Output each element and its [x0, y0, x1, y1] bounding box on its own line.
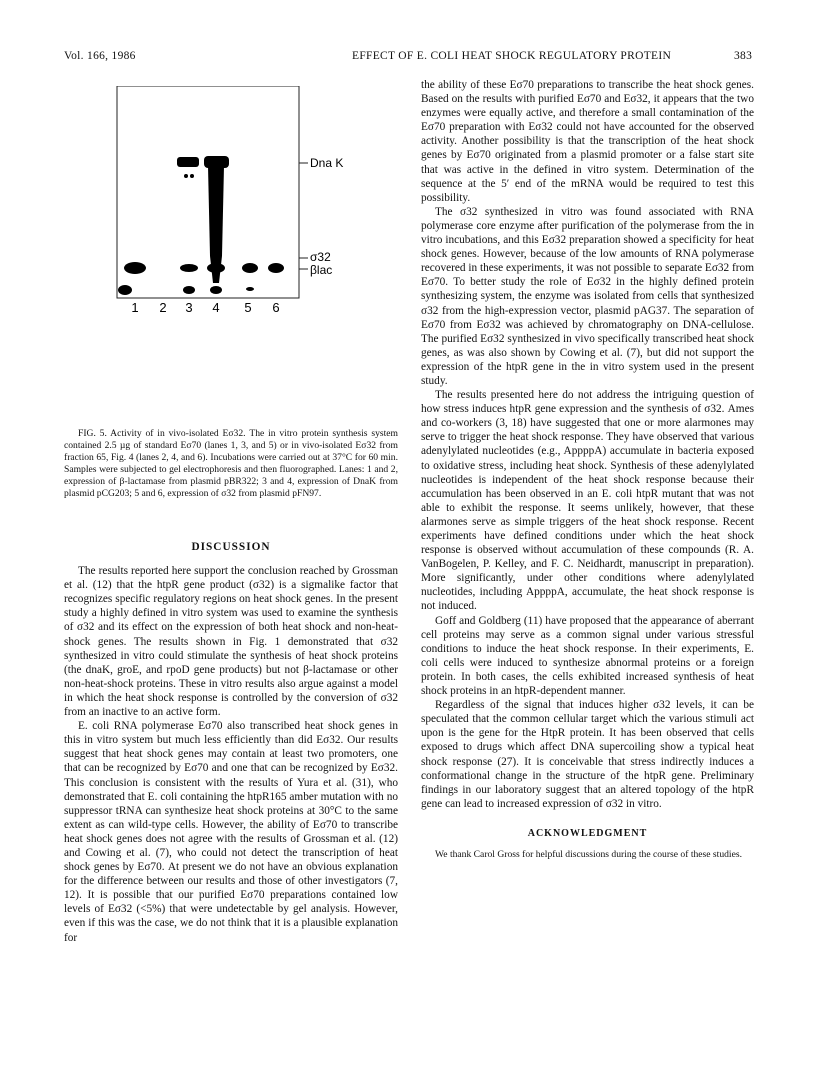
figure-caption	[64, 428, 398, 499]
left-paragraph-1: The results reported here support the conclusion reached by Grossman et al. (12) that the htpR gene product (σ32) is a sigmalike factor that recognizes specific regulatory regions on heat shock genes. In the present study a highly defined in vitro system was used to examine the synthesis of σ32 and its effect on the expression of both heat shock and non-heat-shock genes. The results shown in Fig. 1 demonstrated that σ32 synthesized in vitro could stimulate the synthesis of heat shock proteins (the dnaK, groE, and rpoD gene products) but not β-lactamase or other non-heat-shock proteins. These in vitro results also argue against a model in which the heat shock response is controlled by the conversion of σ32 from an inactive to an active form.	[64, 565, 398, 719]
lane-label-1: 1	[131, 300, 139, 315]
left-column	[64, 540, 398, 945]
lane-label-6: 6	[272, 300, 280, 315]
right-paragraph-1: the ability of these Eσ70 preparations to transcribe the heat shock genes. Based on the results with purified Eσ70 and Eσ32, it appears that the two enzymes were equally active, and therefore a small contamination of the Eσ70 preparation with Eσ32 could not have accounted for the observed activity. Another possibility is that the transcription of the heat shock genes by Eσ70 originated from a plasmid promoter or a false start site that was active in the defined in vitro system. Determination of the sequence at the 5′ end of the mRNA would be required to test this possibility.	[421, 79, 754, 204]
page-number: 383	[734, 50, 753, 62]
right-paragraph-5: Regardless of the signal that induces higher σ32 levels, it can be speculated that the common cellular target which the various stimuli act upon is the gene for the HtpR protein. It has been observed that cells exposed to drugs which affect DNA supercoiling show a typical heat shock response (27). It is conceivable that stress indirectly induces a conformational change in the structure of the htpR gene. Preliminary findings in our laboratory suggest that an altered topology of the htpR gene can lead to increased expression of σ32 in vitro.	[421, 699, 754, 810]
label-sigma32: σ32	[310, 250, 331, 264]
running-head-volume: Vol. 166, 1986	[64, 50, 136, 62]
lane-label-4: 4	[212, 300, 220, 315]
left-paragraph-2: E. coli RNA polymerase Eσ70 also transcribed heat shock genes in this in vitro system but much less efficiently than did Eσ32. Our results suggest that heat shock genes may contain at least two promoters, one that can be recognized by Eσ70 and one that can be recognized by Eσ32. This conclusion is consistent with the results of Yura et al. (31), who demonstrated that E. coli containing the htpR165 amber mutation with no suppressor tRNA can synthesize heat shock proteins at 30°C to the same extent as can wild-type cells. However, the ability of Eσ70 to transcribe heat shock genes does not agree with the results of Grossman et al. (12) and Cowing et al. (7), who could not detect the transcription of heat shock genes by Eσ70. At present we do not have an obvious explanation for the difference between our results and those of other investigators (7, 12). It is possible that our purified Eσ70 preparations contained low levels of Eσ32 (<5%) that were undetectable by gel analysis. However, even if this was the case, we do not think that it is a plausible explanation for	[64, 720, 398, 944]
lane-label-2: 2	[159, 300, 167, 315]
caption-text: FIG. 5. Activity of in vivo-isolated Eσ32. The in vitro protein synthesis system contained 2.5 µg of standard Eσ70 (lanes 1, 3, and 5) or in vivo-isolated Eσ32 from fraction 65, Fig. 4 (lanes 2, 4, and 6). Incubations were carried out at 37°C for 60 min. Samples were subjected to gel electrophoresis and then fluorographed. Lanes: 1 and 2, expression of β-lactamase from plasmid pBR322; 3 and 4, expression of DnaK from plasmid pCG203; 5 and 6, expression of σ32 from plasmid pFN97.	[64, 428, 398, 499]
lane-label-3: 3	[185, 300, 193, 315]
right-paragraph-3: The results presented here do not address the intriguing question of how stress induces htpR gene expression and the synthesis of σ32. Ames and co-workers (3, 18) have suggested that one or more alarmones may serve to trigger the heat shock response. They have observed that various adenylylated nucleotides (e.g., AppppA) accumulate in bacteria exposed to oxidative stress, including heat shock. Synthesis of these adenylylated nucleotides is independent of the heat shock response because their accumulation has been observed in an E. coli htpR mutant that was not able to exhibit the response. It seems unlikely, however, that these alarmones serve as simple triggers of the heat shock response. Recent experiments have defined conditions under which the heat shock response is observed without accumulation of these compounds (R. A. VanBogelen, P. Kelley, and F. C. Neidhardt, manuscript in preparation). More significantly, under other conditions where adenylylated nucleotides, including AppppA, accumulate, the heat shock response is not induced.	[421, 389, 754, 613]
label-dnak: Dna K	[310, 156, 344, 170]
right-paragraph-4: Goff and Goldberg (11) have proposed that the appearance of aberrant cell proteins may serve as a common signal under various stressful conditions to induce the heat shock response. In their experiments, E. coli cells were induced to synthesize abnormal proteins or a foreign protein. In both cases, the cells exhibited increased synthesis of heat shock proteins in an htpR-dependent manner.	[421, 614, 754, 698]
lane-6-bands	[268, 263, 284, 273]
lane-label-5: 5	[244, 300, 252, 315]
acknowledgment-text: We thank Carol Gross for helpful discussions during the course of these studies.	[435, 848, 742, 860]
right-column	[421, 78, 754, 861]
label-blac: βlac	[310, 263, 333, 277]
lane-ticks	[299, 163, 308, 269]
running-head-title: EFFECT OF E. COLI HEAT SHOCK REGULATORY PROTEIN	[352, 50, 672, 62]
right-paragraph-2: The σ32 synthesized in vitro was found associated with RNA polymerase core enzyme after purification of the polymerase from the in vitro incubations, and this Eσ32 preparation showed a specificity for heat shock genes. However, because of the low amounts of RNA polymerase recovered in these experiments, it was not possible to separate Eσ32 from Eσ70. To better study the role of Eσ32 in the highly defined protein synthesizing system, the enzyme was isolated from cells that synthesized σ32 from the high-expression vector, plasmid pAG37. The separation of Eσ70 from Eσ32 was achieved by chromatography on DNA-cellulose. The purified Eσ32 synthesized in vivo specifically transcribed heat shock genes, as was also shown by Cowing et al. (7), but did not support the expression of the htpR gene in the in vitro system used in the present study.	[421, 205, 754, 387]
lane-2-bands	[215, 267, 217, 269]
discussion-heading: DISCUSSION	[191, 541, 271, 553]
acknowledgment-heading: ACKNOWLEDGMENT	[527, 827, 648, 839]
